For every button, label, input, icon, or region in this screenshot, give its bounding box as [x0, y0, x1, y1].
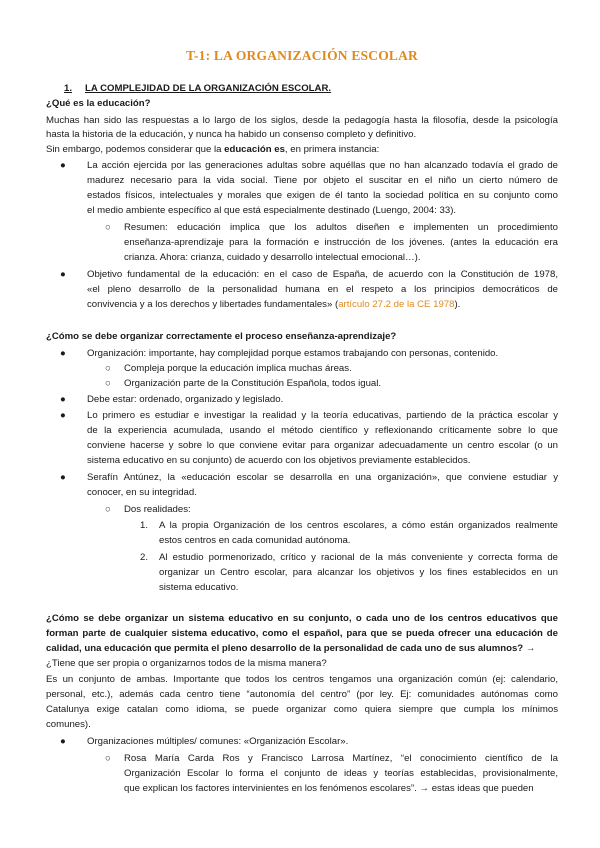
question-heading: ¿Cómo se debe organizar un sistema educativo en su conjunto, o cada uno de los centros educativos que	[46, 613, 558, 624]
bullet-icon: ●	[60, 394, 66, 405]
bullet-line: madurez necesario para la vida social. Tiene por objeto el suscitar en el niño un cierto número de	[87, 175, 558, 186]
bullet-line: «el pleno desarrollo de la personalidad humana en el respeto a los principios democráticos de	[87, 284, 558, 295]
bullet-icon: ●	[60, 348, 66, 359]
paragraph-line: comunes).	[46, 719, 91, 730]
bullet-line: sistema educativo en su conjunto) de acuerdo con los objetivos previamente establecidos.	[87, 455, 471, 466]
sub-bullet-line: que explican los factores intervinientes en los fenómenos escolares”. → estas ideas que pueden	[124, 783, 534, 794]
paragraph-line: Muchas han sido las respuestas a lo largo de los siglos, desde la pedagogía hasta la filosofía, desde la psicología	[46, 115, 558, 126]
paragraph-line: hasta la historia de la educación, y nunca ha habido un consenso completo y definitivo.	[46, 129, 417, 140]
bullet-line: Debe estar: ordenado, organizado y legislado.	[87, 394, 284, 405]
sub-bullet-line: enseñanza-aprendizaje para la formación e instrucción de los jóvenes. (antes la educación era	[124, 237, 558, 248]
sub-bullet-line: crianza. Ahora: crianza, cuidado y desarrollo intelectual emocional…).	[124, 252, 421, 263]
text-span: Sin embargo, podemos considerar que la	[46, 144, 225, 155]
question-heading: ¿Cómo se debe organizar correctamente el proceso enseñanza-aprendizaje?	[46, 331, 397, 342]
paragraph-line: Es un conjunto de ambas. Importante que todos los centros tengamos una organización común (ej: calendario,	[46, 674, 558, 685]
circle-bullet-icon: ○	[105, 378, 111, 389]
circle-bullet-icon: ○	[105, 504, 111, 515]
paragraph-line: personal, etc.), además cada centro tiene “autonomía del centro” (por ley. Ej: comunidades autónomas como	[46, 689, 558, 700]
bullet-icon: ●	[60, 410, 66, 421]
sub-bullet-line: Dos realidades:	[124, 504, 191, 515]
question-heading	[46, 642, 535, 655]
bullet-icon: ●	[60, 269, 66, 280]
bullet-line: Organización: importante, hay complejidad porque estamos trabajando con personas, contenido.	[87, 348, 499, 359]
bullet-line: Organizaciones múltiples/ comunes: «Organización Escolar».	[87, 736, 349, 747]
text-span: ).	[454, 299, 461, 310]
law-reference: artículo 27.2 de la CE 1978	[338, 299, 455, 310]
bullet-line: de la experiencia acumulada, usando el método científico y reflexionando críticamente sobre lo que	[87, 425, 558, 436]
bullet-icon: ●	[60, 160, 66, 171]
sub-bullet-line: Rosa María Carda Ros y Francisco Larrosa Martínez, “el conocimiento científico de la	[124, 753, 558, 764]
bold-span: educación es	[224, 144, 285, 155]
question-heading: forman parte de cualquier sistema educativo, como el español, para que se pueda ofrecer una educación de	[46, 628, 558, 639]
section-heading: LA COMPLEJIDAD DE LA ORGANIZACIÓN ESCOLAR.	[85, 83, 332, 94]
bullet-line: estados físicos, intelectuales y morales que exigen de él tanto la sociedad política en su conjunto como	[87, 190, 558, 201]
paragraph-line: ¿Tiene que ser propia o organizarnos todos de la misma manera?	[46, 658, 327, 669]
bullet-line: Objetivo fundamental de la educación: en el caso de España, de acuerdo con la Constitución de 1978,	[87, 269, 558, 280]
circle-bullet-icon: ○	[105, 222, 111, 233]
sub-bullet-line: Compleja porque la educación implica muchas áreas.	[124, 363, 352, 374]
circle-bullet-icon: ○	[105, 363, 111, 374]
numbered-line: Al estudio pormenorizado, crítico y racional de la más conveniente y correcta forma de	[159, 552, 558, 563]
section-number: 1.	[64, 83, 73, 94]
arrow-text: →	[523, 643, 536, 654]
paragraph-line: Catalunya exige catalan como idioma, se puede organizar como quiera siempre que cumpla los mínimos	[46, 704, 558, 715]
bullet-line	[87, 298, 460, 311]
bullet-icon: ●	[60, 736, 66, 747]
circle-bullet-icon: ○	[105, 753, 111, 764]
bullet-line: Serafín Antúnez, la «educación escolar se desarrolla en una organización», que conviene estudiar y	[87, 472, 558, 483]
text-span: convivencia y a los derechos y libertades fundamentales» (	[87, 299, 339, 310]
bullet-line: Lo primero es estudiar e investigar la realidad y la teoría educativas, partiendo de la práctica escolar y	[87, 410, 558, 421]
question-heading: ¿Qué es la educación?	[46, 98, 151, 109]
bullet-icon: ●	[60, 472, 66, 483]
numbered-line: estos centros en cada comunidad autónoma.	[159, 535, 351, 546]
sub-bullet-line: Organización Escolar lo forma el conjunto de ideas y teorías establecidas, provisionalmente,	[124, 768, 558, 779]
bullet-line: el medio ambiente específico al que está especialmente destinado (Luengo, 2004: 33).	[87, 205, 457, 216]
list-number: 1.	[140, 520, 149, 531]
sub-bullet-line: Organización parte de la Constitución Española, todos igual.	[124, 378, 382, 389]
sub-bullet-line: Resumen: educación implica que los adultos diseñen e implementen un procedimiento	[124, 222, 558, 233]
page-title: T-1: LA ORGANIZACIÓN ESCOLAR	[185, 48, 418, 63]
list-number: 2.	[140, 552, 149, 563]
bullet-line: conviene hacerse y sobre lo que conviene evitar para organizar adecuadamente un centro escolar (o un	[87, 440, 558, 451]
numbered-line: organizar un Centro escolar, para alcanzar los objetivos y los fines establecidos en un	[159, 567, 558, 578]
numbered-line: sistema educativo.	[159, 582, 239, 593]
bullet-line: La acción ejercida por las generaciones adultas sobre aquéllas que no han alcanzado todavía el grado de	[87, 160, 558, 171]
numbered-line: A la propia Organización de los centros escolares, a cómo están organizados realmente	[159, 520, 558, 531]
bullet-line: conocer, en su integridad.	[87, 487, 197, 498]
paragraph-line	[46, 143, 379, 156]
bold-span: calidad, una educación que permita el pleno desarrollo de la personalidad de cada uno de sus alumnos?	[46, 643, 524, 654]
text-span: , en primera instancia:	[284, 144, 380, 155]
